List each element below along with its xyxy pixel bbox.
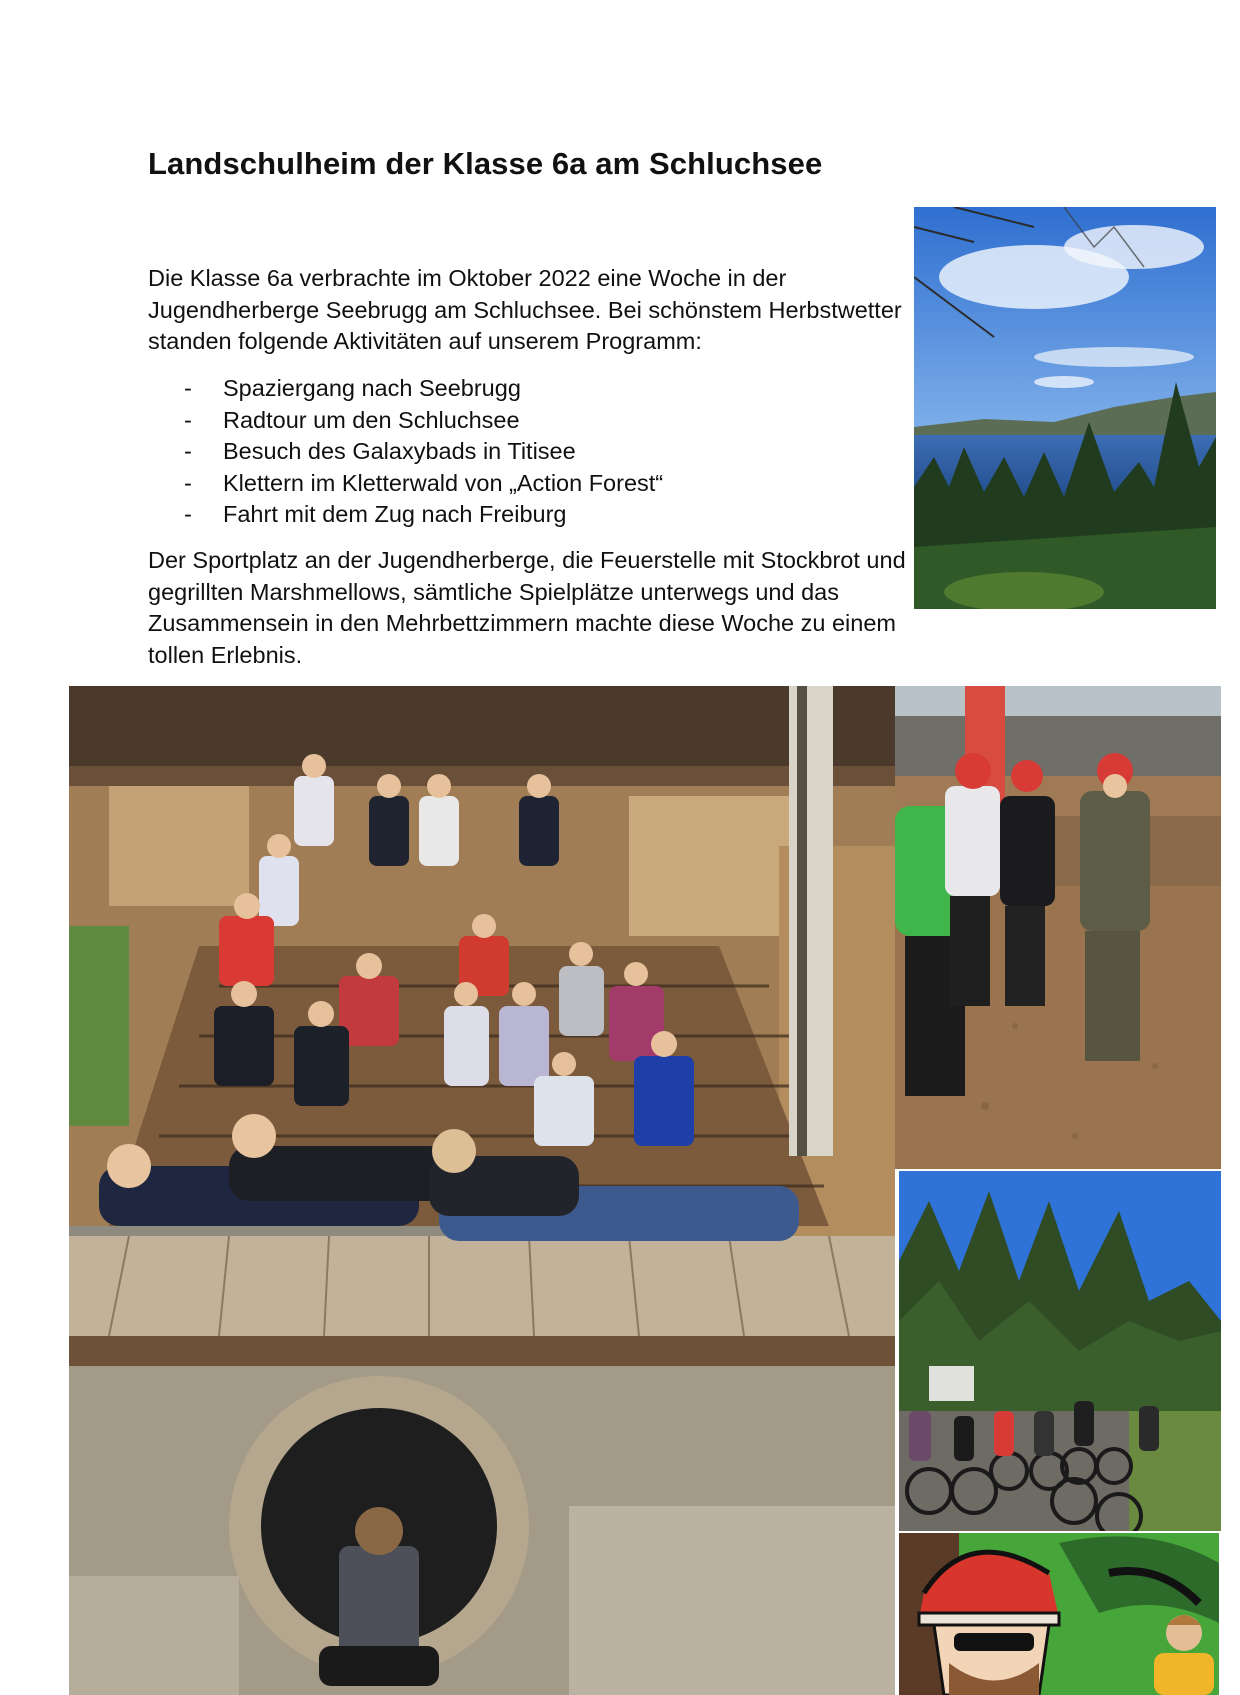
graffiti-photo [899,1533,1219,1695]
list-item: - Spaziergang nach Seebrugg [148,373,908,405]
group-photo [69,686,895,1695]
bike-tour-photo [899,1171,1221,1531]
activity-list [148,373,908,531]
intro-paragraph: Die Klasse 6a verbrachte im Oktober 2022 eine Woche in der Jugendherberge Seebrugg am Schluchsee. Bei schönstem Herbstwetter standen folgende Aktivitäten auf unserem Programm: [148,265,902,354]
climbing-photo [895,686,1221,1169]
page-title: Landschulheim der Klasse 6a am Schluchsee [148,146,823,181]
list-item: - Fahrt mit dem Zug nach Freiburg [148,499,908,531]
list-item: - Radtour um den Schluchsee [148,405,908,437]
outro-paragraph: Der Sportplatz an der Jugendherberge, die Feuerstelle mit Stockbrot und gegrillten Marshmellows, sämtliche Spielplätze unterwegs und das Zusammensein in den Mehrbettzimmern machte diese Woche zu einem tollen Erlebnis. [148,547,906,668]
lake-photo [914,207,1216,609]
list-item: - Klettern im Kletterwald von „Action Forest“ [148,468,908,500]
list-item: - Besuch des Galaxybads in Titisee [148,436,908,468]
